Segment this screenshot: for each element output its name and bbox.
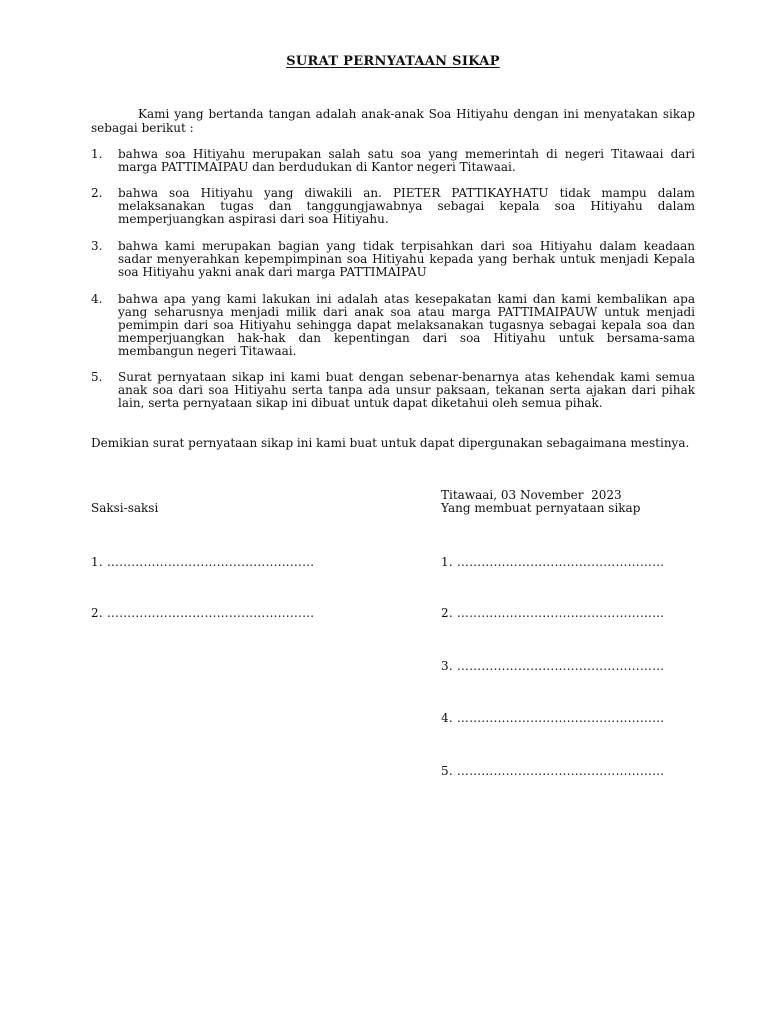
witness-label: Saksi-saksi [91, 501, 159, 515]
witness-signature-line: 2. …………………………………………… [91, 606, 315, 620]
list-item-number: 1. [91, 147, 103, 161]
list-item [91, 148, 695, 174]
list-item-number: 3. [91, 239, 103, 253]
list-item-text: bahwa soa Hitiyahu merupakan salah satu soa yang memerintah di negeri Titawaai dari marga PATTIMAIPAU dan berdudukan di Kantor negeri Titawaai. [118, 147, 695, 174]
maker-signature-line: 1. …………………………………………… [441, 555, 665, 569]
closing-paragraph: Demikian surat pernyataan sikap ini kami buat untuk dapat dipergunakan sebagaimana mestinya. [91, 436, 690, 450]
list-item [91, 371, 695, 410]
maker-signature-line: 5. …………………………………………… [441, 764, 665, 778]
list-item-text: Surat pernyataan sikap ini kami buat dengan sebenar-benarnya atas kehendak kami semua anak soa dari soa Hitiyahu serta tanpa ada unsur paksaan, tekanan serta ajakan dari pihak lain, serta pernyataan sikap ini dibuat untuk dapat diketahui oleh semua pihak. [118, 370, 695, 410]
list-item [91, 187, 695, 226]
intro-paragraph: Kami yang bertanda tangan adalah anak-anak Soa Hitiyahu dengan ini menyatakan sikap sebagai berikut : [91, 107, 695, 135]
maker-label: Yang membuat pernyataan sikap [441, 501, 641, 515]
list-item [91, 240, 695, 279]
list-item-text: bahwa apa yang kami lakukan ini adalah atas kesepakatan kami dan kami kembalikan apa yang seharusnya menjadi milik dari anak soa atau marga PATTIMAIPAUW untuk menjadi pemimpin dari soa Hitiyahu sehingga dapat melaksanakan tugasnya sebagai kepala soa dan memperjuangkan hak-hak dan kepentingan dari soa Hitiyahu untuk bersama-sama membangun negeri Titawaai. [118, 292, 695, 358]
document-title: SURAT PERNYATAAN SIKAP [286, 54, 500, 69]
maker-signature-line: 3. …………………………………………… [441, 659, 665, 673]
list-item-number: 4. [91, 292, 103, 306]
maker-signature-line: 4. …………………………………………… [441, 711, 665, 725]
list-item [91, 293, 695, 358]
list-item-number: 5. [91, 370, 103, 384]
witness-signature-line: 1. …………………………………………… [91, 555, 315, 569]
maker-signature-line: 2. …………………………………………… [441, 606, 665, 620]
list-item-text: bahwa kami merupakan bagian yang tidak terpisahkan dari soa Hitiyahu dalam keadaan sadar menyerahkan kepempimpinan soa Hitiyahu kepada yang berhak untuk menjadi Kepala soa Hitiyahu yakni anak dari marga PATTIMAIPAU [118, 239, 695, 279]
place-date: Titawaai, 03 November 2023 [441, 488, 622, 502]
list-item-text: bahwa soa Hitiyahu yang diwakili an. PIETER PATTIKAYHATU tidak mampu dalam melaksanakan tugas dan tanggungjawabnya sebagai kepala soa Hitiyahu dalam memperjuangkan aspirasi dari soa Hitiyahu. [118, 186, 695, 226]
list-item-number: 2. [91, 186, 103, 200]
